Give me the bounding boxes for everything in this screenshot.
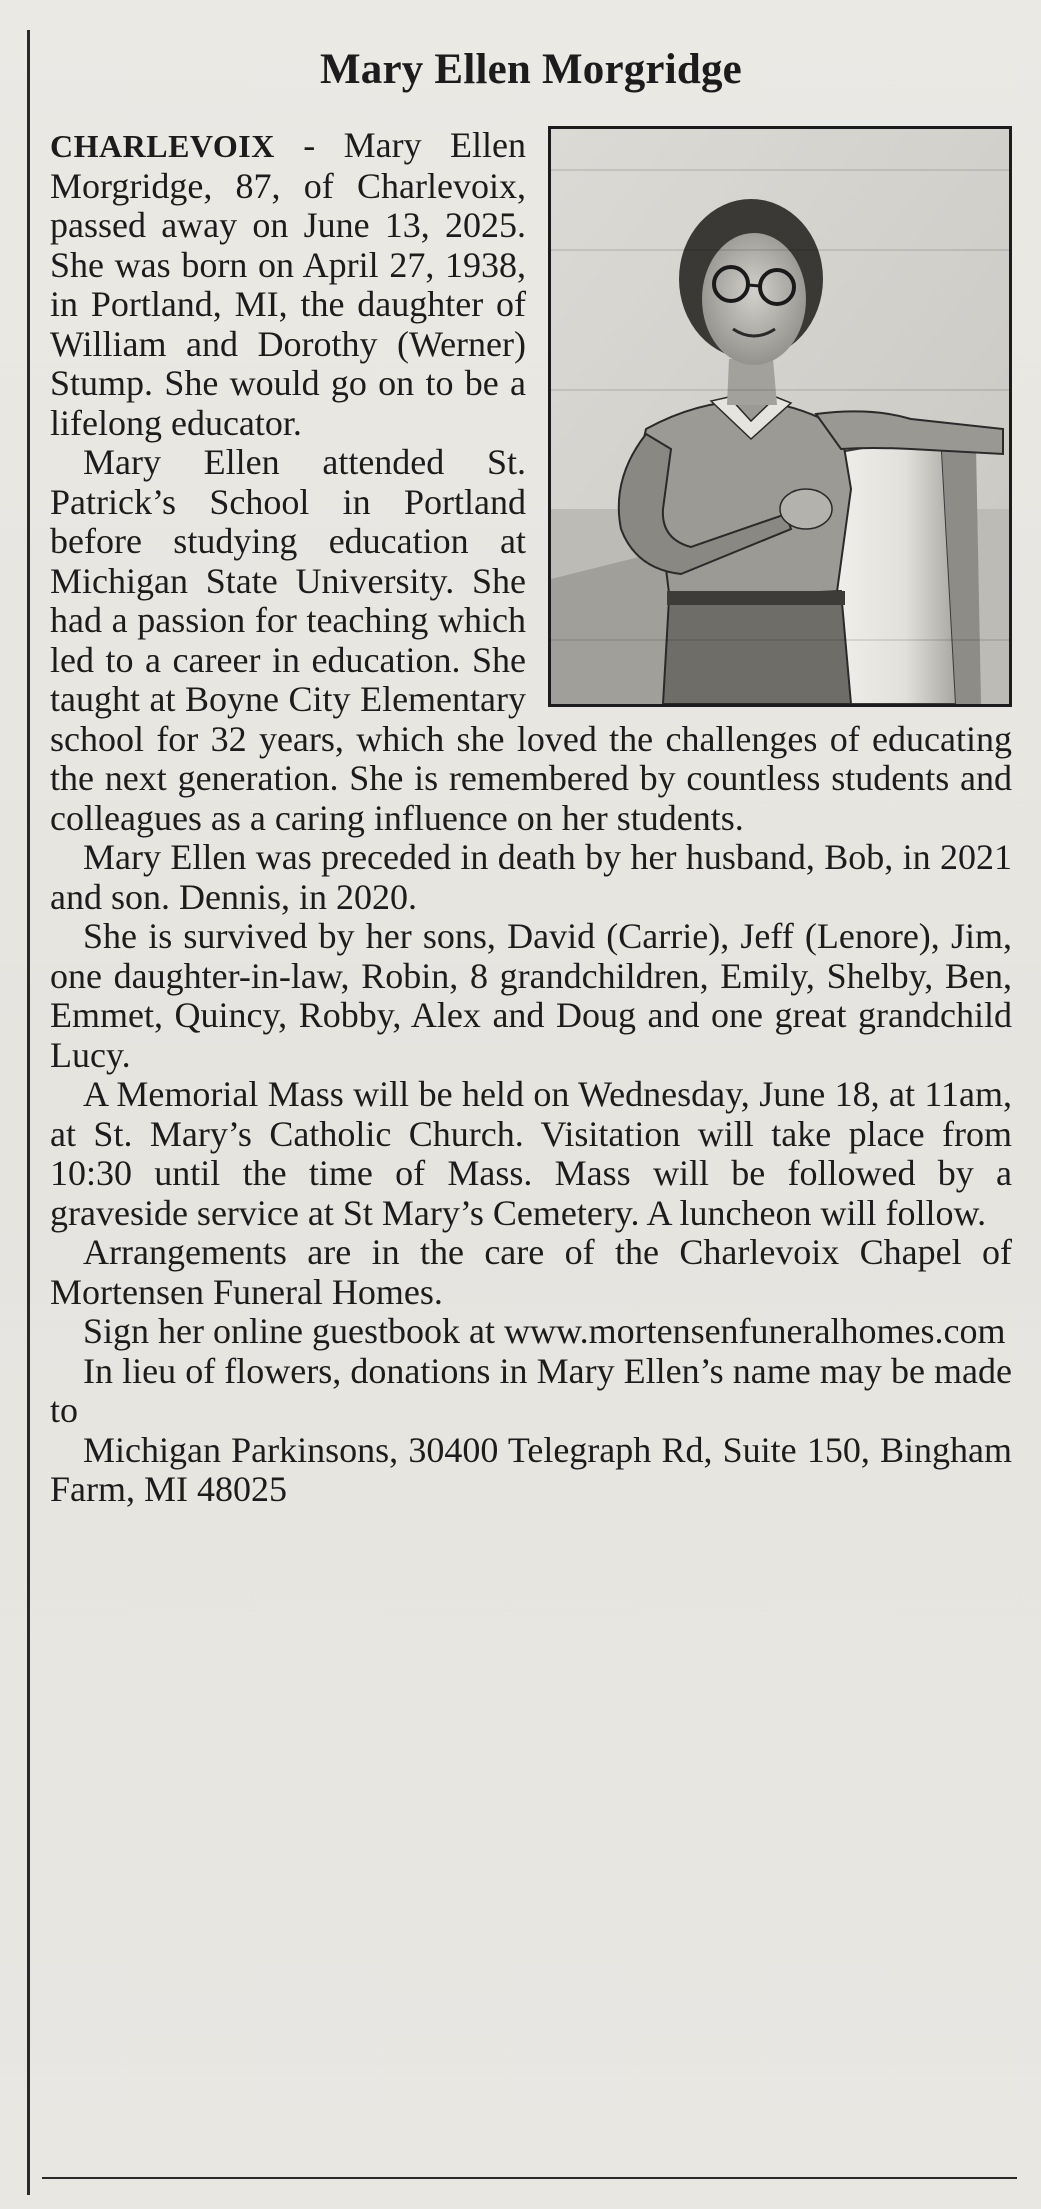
obituary-paragraph: Mary Ellen was preceded in death by her husband, Bob, in 2021 and son. Dennis, in 2020. [50,837,1012,917]
column-rule [27,30,30,2195]
portrait-photo [548,126,1012,707]
obituary-paragraph: In lieu of flowers, donations in Mary Ellen’s name may be made to [50,1350,1012,1430]
obituary-paragraph: Arrangements are in the care of the Charlevoix Chapel of Mortensen Funeral Homes. [50,1232,1012,1312]
obituary-headline: Mary Ellen Morgridge [320,46,742,93]
bottom-rule [42,2177,1017,2179]
obituary-paragraph: She is survived by her sons, David (Carrie), Jeff (Lenore), Jim, one daughter-in-law, Robin, 8 grandchildren, Emily, Shelby, Ben, Emmet, Quincy, Robby, Alex and Doug and one great grandchild Lucy. [50,916,1012,1075]
obituary-paragraph: Mary Ellen attended St. Patrick’s School in Portland before studying education at Michigan State University. She had a passion for teaching which led to a career in education. She taught at Boyne City Elementary school for 32 years, which she loved the challenges of educating the next generation. She is remembered by countless students and colleagues as a caring influence on her students. [50,442,1012,838]
paragraph-text: - Mary Ellen Morgridge, 87, of Charlevoix, passed away on June 13, 2025. She was born on April 27, 1938, in Portland, MI, the daughter of William and Dorothy (Werner) Stump. She would go on to be a lifelong educator. [50,125,526,443]
obituary-paragraph: Sign her online guestbook at www.mortensenfuneralhomes.com [83,1311,1006,1351]
obituary-article [50,44,1012,1510]
obituary-paragraph: A Memorial Mass will be held on Wednesday, June 18, at 11am, at St. Mary’s Catholic Church. Visitation will take place from 10:30 until the time of Mass. Mass will be followed by a graveside service at St Mary’s Cemetery. A luncheon will follow. [50,1074,1012,1233]
obituary-paragraph: Michigan Parkinsons, 30400 Telegraph Rd, Suite 150, Bingham Farm, MI 48025 [50,1429,1012,1509]
dateline: CHARLEVOIX [50,128,275,164]
portrait-illustration [551,129,1009,704]
